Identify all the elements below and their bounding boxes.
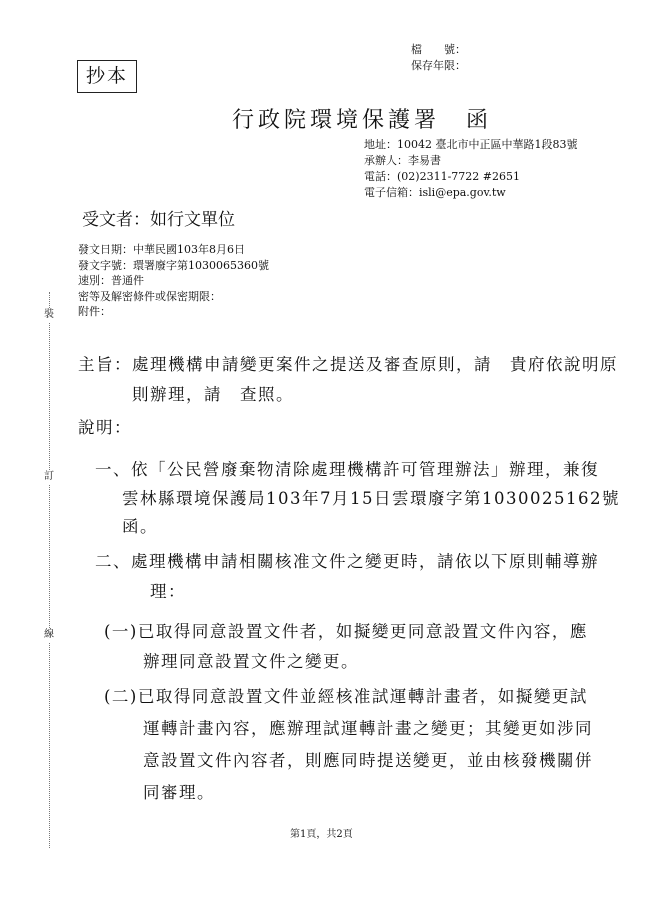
issue-date: 發文日期：中華民國103年8月6日 [78, 243, 245, 256]
subitem1-line-2: 辦理同意設置文件之變更。 [143, 652, 359, 671]
copy-stamp: 抄本 [77, 60, 137, 93]
handler-line: 承辦人：李易書 [364, 154, 441, 167]
page-footer: 第1頁，共2頁 [290, 829, 353, 840]
item2-line-1: 二、處理機構申請相關核准文件之變更時，請依以下原則輔導辦 [95, 552, 599, 571]
retention-period-label: 保存年限： [411, 59, 466, 72]
file-number-label: 檔 號： [411, 43, 466, 56]
item1-line-2: 雲林縣環境保護局103年7月15日雲環廢字第1030025162號 [122, 489, 620, 508]
subject-line-2: 則辦理，請 查照。 [132, 385, 294, 404]
document-meta [78, 242, 269, 320]
subject-line-1: 主旨：處理機構申請變更案件之提送及審查原則，請 貴府依說明原 [78, 355, 618, 374]
delivery-speed: 速別：普通件 [78, 274, 144, 287]
security-level: 密等及解密條件或保密期限： [78, 289, 221, 303]
subitem1-line-1: (一)已取得同意設置文件者，如擬變更同意設置文件內容，應 [104, 622, 588, 641]
document-number: 發文字號：環署廢字第1030065360號 [78, 258, 269, 272]
item1-line-3: 函。 [122, 517, 158, 536]
subitem2-line-2: 運轉計畫內容，應辦理試運轉計畫之變更；其變更如涉同 [143, 719, 593, 738]
binding-dotted-line [49, 292, 50, 848]
explanation-label: 說明： [78, 418, 132, 437]
phone-line: 電話：(02)2311-7722 #2651 [364, 170, 520, 183]
address-line: 地址：10042 臺北市中正區中華路1段83號 [364, 138, 578, 151]
email-line: 電子信箱：isli@epa.gov.tw [364, 186, 506, 199]
page-title: 行政院環境保護署 函 [232, 108, 493, 133]
binding-mark-ding: 訂 [41, 470, 57, 484]
subitem2-line-4: 同審理。 [143, 783, 215, 802]
binding-mark-zhuang: 裝 [41, 308, 57, 322]
attachment-line: 附件： [78, 305, 111, 318]
recipient-line: 受文者：如行文單位 [82, 210, 235, 230]
item2-line-2: 理： [150, 582, 186, 601]
contact-block [364, 137, 577, 201]
subitem2-line-1: (二)已取得同意設置文件並經核准試運轉計畫者，如擬變更試 [104, 687, 588, 706]
subitem2-line-3: 意設置文件內容者，則應同時提送變更，並由核發機關併 [143, 751, 593, 770]
binding-mark-xian: 線 [41, 628, 57, 642]
item1-line-1: 一、依「公民營廢棄物清除處理機構許可管理辦法」辦理，兼復 [95, 460, 599, 479]
binding-line [43, 292, 57, 848]
